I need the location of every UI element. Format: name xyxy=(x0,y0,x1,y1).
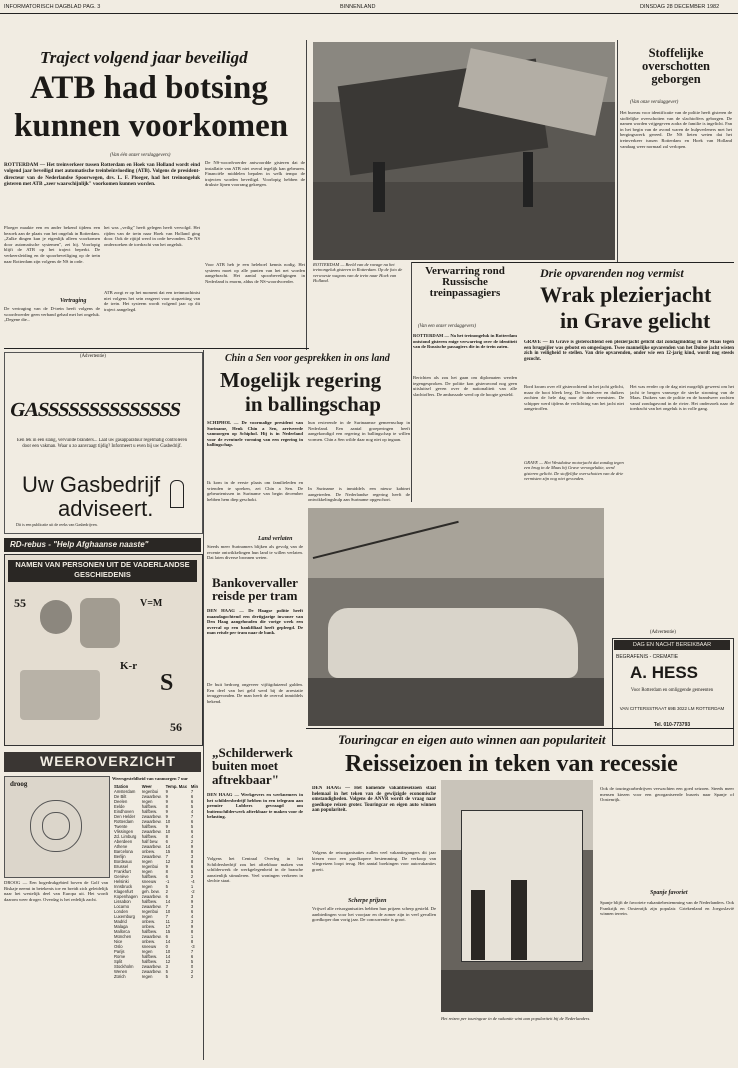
table-cell: Klagenfurt xyxy=(114,889,134,894)
weer-title: WEEROVERZICHT xyxy=(40,753,176,769)
yacht-wreck-photo xyxy=(308,508,604,726)
atb-col1: Ploeger maakte een en ander bekend tijdens een bezoek aan de plaats van het ongeluk in Rotterdam. „Zulke dingen kun je eigenlijk alleen voorkomen door automatische systemen", zei hij. Voorlopig blijft de ATB op het traject beperkt. De verkeersleiding en de spoorbeveiliging op de trein naar Rotterdam zijn volgens de NS in orde. xyxy=(4,225,100,264)
verwarring-lead: ROTTERDAM — Na het treinongeluk in Rotterdam ontstond gisteren enige verwarring over de identiteit van de Russische passagiers die in de trein zaten. xyxy=(413,333,517,350)
table-cell: Eindhoven xyxy=(114,809,134,814)
table-cell: 3 xyxy=(190,904,194,909)
table-cell: halfbew. xyxy=(141,824,158,829)
reis-col3b: Spanje blijft de favoriete vakantiebestemming van de Nederlanders. Ook Frankrijk en Oostenrijk zijn populair. Griekenland en Joegoslavië winnen terrein. xyxy=(600,900,734,917)
table-cell: Athene xyxy=(114,844,128,849)
table-cell: 11 xyxy=(165,919,170,924)
reis-subhead-1: Scherpe prijzen xyxy=(348,898,387,904)
table-cell: Londen xyxy=(114,909,128,914)
table-cell: 7 xyxy=(165,914,168,919)
table-cell: -2 xyxy=(190,889,195,894)
table-cell: 10 xyxy=(165,819,171,824)
table-cell: regen xyxy=(141,884,153,889)
table-cell: 12 xyxy=(165,959,171,964)
hess-ad-phone: Tel. 010-773793 xyxy=(653,722,691,728)
chin-headline-1: Mogelijk regering xyxy=(220,368,382,392)
table-cell: zwaarbew. xyxy=(141,894,162,899)
table-cell: Locarno xyxy=(114,904,130,909)
table-cell: zwaarbew. xyxy=(141,794,162,799)
grave-caption: GRAVE — Het Westduitse motorjacht dat zondag tegen een brug in de Maas bij Grave verongelukte, werd gisteren gelicht. De stoffelijke overschotten van de drie vermisten zijn nog niet gevonden. xyxy=(524,460,624,481)
weer-body: DROOG — Een hogedrukgebied boven de Golf van Biskaje neemt in betekenis toe en breidt zich geleidelijk naar het westelijk deel van Europa uit. Het wordt daarom weer droger. Overdag is het redelijk zacht. xyxy=(4,880,108,902)
table-cell: halfbew. xyxy=(141,804,158,809)
table-cell: 7 xyxy=(190,814,194,819)
atb-col3b: Voor ATB heb je een heleboel kennis nodig. Het systeem moet op alle punten van het net worden aangebracht. Het aantal spoorbeveiligingen in Nederland is enorm, aldus de NS-woordvoerder. xyxy=(205,262,305,284)
chin-headline-2: in ballingschap xyxy=(245,392,381,416)
table-cell: sneeuw xyxy=(141,944,157,949)
table-cell: 7 xyxy=(190,789,194,794)
table-cell: 15 xyxy=(165,929,171,934)
table-cell: 2 xyxy=(190,969,194,974)
table-cell: regenbui xyxy=(141,909,159,914)
weer-table-title: Weersgesteldheid van vanmorgen 7 uur xyxy=(112,776,188,781)
rebus-banner: NAMEN VAN PERSONEN UIT DE VADERLANDSE GESCHIEDENIS xyxy=(8,560,197,582)
table-cell: 3 xyxy=(190,894,194,899)
rebus-figure-icon xyxy=(80,598,120,648)
table-cell: 8 xyxy=(165,834,168,839)
table-cell: 0 xyxy=(165,944,168,949)
table-cell: 7 xyxy=(165,904,168,909)
hess-ad-name: A. HESS xyxy=(630,663,699,682)
page-header xyxy=(0,0,738,14)
table-cell: Eelde xyxy=(114,804,125,809)
reis-kicker: Touringcar en eigen auto winnen aan populariteit xyxy=(338,732,606,747)
gas-ad-big-text: GASSSSSSSSSSSSSS xyxy=(8,399,182,421)
table-cell: 5 xyxy=(190,824,194,829)
table-cell: 9 xyxy=(190,844,194,849)
table-cell: 4 xyxy=(190,834,194,839)
rebus-number-55: 55 xyxy=(14,596,26,610)
table-cell: Split xyxy=(114,959,123,964)
table-cell: -4 xyxy=(190,879,195,884)
rebus-figure-icon xyxy=(20,670,100,720)
table-cell: 5 xyxy=(165,974,168,979)
table-cell: 9 xyxy=(165,794,168,799)
hess-ad-top: DAG EN NACHT BEREIKBAAR xyxy=(614,640,730,650)
table-cell: regen xyxy=(141,914,153,919)
atb-byline: (Van één onzer verslaggevers) xyxy=(110,153,171,158)
grave-lead: GRAVE — In Grave is gisterochtend een plezierjacht gelicht dat zondagmiddag in de Maas tegen een brugpijler was gebotst en omgeslagen. Twee mannelijke opvarenden van het Duitse jacht wisten zich in veiligheid te stellen. Van drie opvarenden, onder wie een 12-jarig kind, wordt nog steeds gezocht. xyxy=(524,340,734,362)
table-cell: 9 xyxy=(165,789,168,794)
table-cell: 2 xyxy=(190,974,194,979)
table-cell: 2 xyxy=(190,874,194,879)
table-row xyxy=(112,974,200,979)
rebus-number-56: 56 xyxy=(170,720,182,734)
table-cell: 8 xyxy=(190,929,194,934)
table-cell: 9 xyxy=(190,924,194,929)
table-cell: 5 xyxy=(165,969,168,974)
table-cell: 1 xyxy=(190,934,194,939)
train-wreck-photo xyxy=(313,42,615,260)
table-cell: 6 xyxy=(165,894,168,899)
table-cell: 6 xyxy=(190,799,194,804)
hess-ad-address: VAN CITTERSSTRAAT 69B 3022 LM ROTTERDAM xyxy=(619,706,725,711)
grave-kicker: Drie opvarenden nog vermist xyxy=(540,266,684,280)
paper-name: INFORMATORISCH DAGBLAD PAG. 3 xyxy=(4,4,101,10)
atb-headline-2: kunnen voorkomen xyxy=(14,108,289,144)
atb-lead: ROTTERDAM — Het treinverkeer tussen Rotterdam en Hoek van Holland wordt eind volgend jaar beveiligd met automatische treinbeïnvloeding (ATB). Volgens de president-directeur van de Nederlandse Spoorwegen, drs. L. F. Ploeger, had het treinongeluk gisteren met ATB „zeer waarschijnlijk" voorkomen kunnen worden. xyxy=(4,162,200,188)
table-cell: 8 xyxy=(190,859,194,864)
atb-headline-1: ATB had botsing xyxy=(30,70,268,106)
bank-headline: Bankovervaller reisde per tram xyxy=(212,575,298,604)
rebus-title: RD-rebus - "Help Afghaanse naaste" xyxy=(10,540,149,549)
chin-col2: hun resterende in de Surinaamse gemeenschap in Nederland. Een aantal groeperingen heeft aangekondigd een regering in ballingschap te willen vormen. Chin a Sen wilde daar nog niet op ingaan. xyxy=(308,420,410,442)
table-cell: -3 xyxy=(190,944,195,949)
table-cell: regen xyxy=(141,949,153,954)
table-cell: zwaarbew. xyxy=(141,964,162,969)
table-cell: Lissabon xyxy=(114,899,131,904)
table-cell: regen xyxy=(141,859,153,864)
chin-lead: SCHIPHOL — De voormalige president van Suriname, Henk Chin a Sen, arriveerde vanmorgen op Schiphol. Hij is in Nederland voor de eventuele vorming van een regering in ballingschap. xyxy=(207,420,303,448)
gas-ad-footer: Dit is een publicatie uit de reeks van Gasbedrijven. xyxy=(16,522,98,527)
table-cell: Malaga xyxy=(114,924,128,929)
schilderwerk-headline: „Schilderwerk buiten moet aftrekbaar" xyxy=(212,745,293,787)
table-cell: 6 xyxy=(165,874,168,879)
table-cell: Bordeaux xyxy=(114,859,132,864)
table-cell: 9 xyxy=(165,864,168,869)
table-cell: 6 xyxy=(190,864,194,869)
reis-lead: DEN HAAG — Het komende vakantieseizoen staat helemaal in het teken van de gewijzigde economische omstandigheden. Volgens de ANVR wordt de vraag naar goedkope reizen groter. Touringcar en eigen auto winnen aan populariteit. xyxy=(312,786,436,814)
schilderwerk-lead: DEN HAAG — Werkgevers en werknemers in het schildersbedrijf hebben in een telegram aan premier Lubbers gevraagd om buitenschilderwerk aftrekbaar te maken voor de belasting. xyxy=(207,792,303,820)
table-cell: zwaarbew. xyxy=(141,844,162,849)
table-cell: sneeuw xyxy=(141,879,157,884)
table-cell: Brussel xyxy=(114,864,128,869)
schotten-body: Het bureau voor identificatie van de politie heeft gisteren de stoffelijke overschotten van de slachtoffers geborgen. De namen worden vrijgegeven zodra de familie is ingelicht. Fan in het begin van de avond waren de hulpverleners met het bergingswerk gereed. De NS lieten weten dat het treinverkeer tussen Rotterdam en Hoek van Holland vandaag weer normaal zal verlopen. xyxy=(620,110,732,149)
verwarring-byline: (Van een onzer verslaggevers) xyxy=(418,324,476,329)
table-cell: 14 xyxy=(165,939,171,944)
table-cell: 1 xyxy=(190,884,194,889)
schotten-headline: Stoffelijke overschotten geborgen xyxy=(641,46,711,86)
weather-table-header: Min xyxy=(190,784,199,789)
table-cell: 15 xyxy=(165,849,171,854)
table-cell: 8 xyxy=(165,804,168,809)
table-cell: 8 xyxy=(165,869,168,874)
gas-ad-label: (Advertentie) xyxy=(80,354,106,359)
table-cell: 6 xyxy=(165,934,168,939)
atb-subhead: Vertraging xyxy=(60,298,87,304)
table-cell: half bew. xyxy=(141,839,159,844)
table-cell: Rotterdam xyxy=(114,819,134,824)
gas-ad-brand-1: Uw Gasbedrijf xyxy=(22,472,161,497)
table-cell: 5 xyxy=(190,869,194,874)
table-cell: Wenen xyxy=(114,969,128,974)
table-cell: 9 xyxy=(165,814,168,819)
grave-headline-1: Wrak plezierjacht xyxy=(540,282,712,307)
table-cell: Genève xyxy=(114,874,129,879)
table-cell: Innsbruck xyxy=(114,884,133,889)
table-cell: 2 xyxy=(165,889,168,894)
landverlaten-subhead: Land verlaten xyxy=(258,536,293,542)
table-cell: Parijs xyxy=(114,949,125,954)
table-cell: regen xyxy=(141,799,153,804)
table-cell: halfbew. xyxy=(141,834,158,839)
section-name: BINNENLAND xyxy=(340,4,376,10)
table-cell: De Bilt xyxy=(114,794,127,799)
reis-subhead-2: Spanje favoriet xyxy=(650,890,688,896)
table-cell: München xyxy=(114,934,132,939)
landverlaten-body: Steeds meer Surinamers blijken als gevolg van de recente ontwikkelingen hun land te willen verlaten. Dat laten diverse bronnen weten. xyxy=(207,544,303,561)
atb-kicker: Traject volgend jaar beveiligd xyxy=(40,48,248,67)
weather-table xyxy=(112,784,204,1054)
table-cell: Stockholm xyxy=(114,964,134,969)
rebus-figure-icon xyxy=(40,600,72,634)
table-cell: Vlissingen xyxy=(114,829,134,834)
table-cell: Amsterdam xyxy=(114,789,136,794)
table-cell: geh. bew. xyxy=(141,889,160,894)
rebus-letter-s: S xyxy=(160,670,174,696)
table-cell: Oslo xyxy=(114,944,123,949)
table-cell: 0 xyxy=(190,964,194,969)
table-cell: zwaarbew. xyxy=(141,904,162,909)
table-cell: Luxemburg xyxy=(114,914,135,919)
table-cell: regen xyxy=(141,974,153,979)
atb-col2: het was „veilig" heeft gelegen heeft vervolgd. Het rijden van de trein naar Hoek van Holland ging door. Ook de rijtijd werd in orde bevonden. De NS onderzoeken de toedracht van het ongeluk. xyxy=(104,225,200,247)
table-cell: Deelen xyxy=(114,799,128,804)
flame-icon xyxy=(170,480,184,508)
table-cell: regenbui xyxy=(141,789,159,794)
table-cell: zwaarbew. xyxy=(141,819,162,824)
atb-col2b: ATB zorgt er op het moment dat een treinmachinist niet volgens het sein reageert voor stopzetting van de trein. Het systeem wordt volgend jaar op dit traject aangelegd. xyxy=(104,290,200,312)
table-cell: 3 xyxy=(165,964,168,969)
table-cell: zwaarbew. xyxy=(141,934,162,939)
table-cell: onbew. xyxy=(141,939,156,944)
table-cell: 7 xyxy=(190,949,194,954)
table-cell: 6 xyxy=(190,829,194,834)
isobar-icon xyxy=(42,812,70,840)
reis-col3: Ook de touringcarbedrijven verwachten een goed seizoen. Steeds meer mensen kiezen voor een georganiseerde busreis naar Spanje of Oostenrijk. xyxy=(600,786,734,803)
hess-ad-line: BEGRAFENIS - CREMATIE xyxy=(616,654,679,660)
table-cell: 14 xyxy=(165,899,171,904)
table-cell: Zd. Limburg xyxy=(114,834,137,839)
table-cell: regen xyxy=(141,869,153,874)
table-cell: halfbew. xyxy=(141,929,158,934)
table-cell: 5 xyxy=(190,959,194,964)
chin-col3: In Suriname is inmiddels een nieuw kabinet aangetreden. De Nederlandse regering heeft de ontwikkelingshulp aan Suriname opgeschort. xyxy=(308,486,410,503)
table-cell: zwaarbew. xyxy=(141,854,162,859)
table-cell: zwaarbew. xyxy=(141,969,162,974)
weather-table-header: Station xyxy=(114,784,129,789)
table-cell: 6 xyxy=(190,954,194,959)
hess-ad-note: Voor Rotterdam en omliggende gemeenten xyxy=(630,688,714,693)
table-cell: 6 xyxy=(190,794,194,799)
grave-col1: Bord kwam over elf gisterochtend in het jacht gelicht, maar de boot bleek leeg. De brandweer en duikers zochten de hele dag naar de drie vermisten. De schipper werd tijdens de verlichting van het jacht niet aangetroffen. xyxy=(524,384,624,412)
atb-col1b: De vertraging van de D-trein heeft volgens de woordvoerder geen verband gehad met het ongeluk. „Degene die... xyxy=(4,306,100,323)
table-cell: Aberdeen xyxy=(114,839,133,844)
table-cell: Nice xyxy=(114,939,123,944)
verwarring-headline: Verwarring rond Russische treinpassagiers xyxy=(425,265,505,300)
table-cell: 4 xyxy=(190,914,194,919)
table-cell: Barcelona xyxy=(114,849,133,854)
table-cell: 6 xyxy=(165,839,168,844)
table-cell: Kopenhagen xyxy=(114,894,138,899)
table-cell: regenbui xyxy=(141,864,159,869)
table-cell: Helsinki xyxy=(114,879,129,884)
grave-headline-2: in Grave gelicht xyxy=(560,308,711,333)
table-cell: Frankfurt xyxy=(114,869,131,874)
table-cell: 9 xyxy=(165,809,168,814)
weather-table-header: Weer xyxy=(141,784,152,789)
reis-headline: Reisseizoen in teken van recessie xyxy=(345,751,678,777)
table-cell: 14 xyxy=(165,844,171,849)
table-cell: 8 xyxy=(190,939,194,944)
hess-ad-label: (Advertentie) xyxy=(650,630,676,635)
table-cell: 2 xyxy=(190,839,194,844)
table-cell: halfbew. xyxy=(141,959,158,964)
table-cell: 6 xyxy=(190,819,194,824)
table-cell: onbew. xyxy=(141,919,156,924)
table-cell: Twente xyxy=(114,824,128,829)
table-cell: halfbew. xyxy=(141,899,158,904)
touringcar-caption: Het reizen per touringcar in de vakantie wint aan populariteit bij de Nederlanders. xyxy=(441,1016,591,1021)
table-cell: 9 xyxy=(165,799,168,804)
table-cell: 7 xyxy=(165,854,168,859)
reis-col1: Volgens de reisorganisaties zullen veel vakantiegangers dit jaar kiezen voor een goedkopere bestemming. De verkoop van vliegreizen loopt terug. Het aantal boekingen voor autovakanties groeit. xyxy=(312,850,436,872)
table-cell: 10 xyxy=(165,909,171,914)
weather-table-header: Temp. Max xyxy=(165,784,187,789)
chin-kicker: Chin a Sen voor gesprekken in ons land xyxy=(225,353,390,364)
table-cell: 5 xyxy=(165,884,168,889)
rebus-letters-vm: V=M xyxy=(140,598,163,609)
table-cell: 14 xyxy=(165,954,171,959)
table-cell: onbew. xyxy=(141,849,156,854)
bank-lead: DEN HAAG — De Haagse politie heeft maandagochtend een dertigjarige inwoner van Den Haag aangehouden die vorige week een overval op een bankfiliaal heeft gepleegd. De man reisde per tram naar de bank. xyxy=(207,608,303,636)
page-date: DINSDAG 28 DECEMBER 1982 xyxy=(640,4,720,10)
table-cell: 17 xyxy=(165,924,171,929)
table-cell: 8 xyxy=(190,849,194,854)
table-cell: Zürich xyxy=(114,974,126,979)
table-cell: 3 xyxy=(190,854,194,859)
table-cell: 10 xyxy=(165,829,171,834)
gas-ad-brand-2: adviseert. xyxy=(58,496,154,521)
table-cell: Berlijn xyxy=(114,854,126,859)
table-cell: 9 xyxy=(190,899,194,904)
verwarring-body: Berichten als zou het gaan om diplomaten werden tegengesproken. De politie kon gisteravond nog geen uitsluitsel geven over de nationaliteit van alle slachtoffers. De ambassade werd op de hoogte gesteld. xyxy=(413,375,517,397)
table-cell: Mallorca xyxy=(114,929,130,934)
table-cell: zwaarbew. xyxy=(141,829,162,834)
table-cell: zwaarbew. xyxy=(141,814,162,819)
train-photo-caption: ROTTERDAM — Beeld van de ravage na het treinongeluk gisteren in Rotterdam. Op de foto de verwoeste wagons van de trein naar Hoek van Holland. xyxy=(313,262,403,283)
table-cell: Madrid xyxy=(114,919,127,924)
table-cell: 10 xyxy=(165,949,171,954)
table-cell: 12 xyxy=(165,859,171,864)
rebus-letters-kr: K-r xyxy=(120,660,138,672)
atb-col3: De NS-woordvoerder antwoordde gisteren dat de installatie van ATB niet overal tegelijk kan gebeuren. Financiële middelen bepalen in welk tempo de trajecten worden beveiligd. Voorlopig hebben de drukste lijnen voorrang gekregen. xyxy=(205,160,305,188)
table-cell: 5 xyxy=(190,804,194,809)
table-cell: Den Helder xyxy=(114,814,136,819)
table-cell: -1 xyxy=(165,879,170,884)
table-cell: halfbew. xyxy=(141,809,158,814)
touringcar-photo xyxy=(441,780,593,1012)
table-cell: 6 xyxy=(190,909,194,914)
table-cell: 9 xyxy=(165,824,168,829)
gas-ad-small-text: Een lek in een slang, vervuilde branders... Laat uw gasapparatuur regelmatig controleren door een vakman. Waar u zo aanvraagt tijdig? Informeert u even bij uw Gasbedrijf. xyxy=(16,438,188,449)
reis-col2: Vrijwel alle reisorganisaties hebben hun prijzen scherp gesteld. De aanbiedingen voor het voorjaar en de zomer zijn in veel gevallen goedkoper dan vorig jaar. De concurrentie is groot. xyxy=(312,906,436,923)
schotten-byline: (Van onze verslaggever) xyxy=(630,100,679,105)
chin-col1: Ik kom in de eerste plaats om familieleden en vrienden te spreken, zei Chin a Sen. De gebeurtenissen in Suriname van begin december hebben hem diep geschokt. xyxy=(207,480,303,502)
bank-body: De buit bedroeg ongeveer vijftigduizend gulden. Een deel van het geld werd bij de arrestatie teruggevonden. De man heeft de overval inmiddels bekend. xyxy=(207,682,303,704)
table-cell: halfbew. xyxy=(141,874,158,879)
schilderwerk-body: Volgens het Centraal Overleg in het Schildersbedrijf zou het aftrekbaar maken van schilderwerk de werkgelegenheid in de branche aanzienlijk stimuleren. Veel woningen verkeren in slechte staat. xyxy=(207,856,303,884)
table-cell: Rome xyxy=(114,954,126,959)
table-cell: 3 xyxy=(190,919,194,924)
table-cell: 4 xyxy=(190,809,194,814)
table-cell: halfbew. xyxy=(141,954,158,959)
table-cell: onbew. xyxy=(141,924,156,929)
grave-col2: Het was eerder op de dag niet mogelijk geweest om het jacht te bergen vanwege de sterke stroming van de Maas. Duikers van de politie en de brandweer zochten vanaf zondagavond in de rivier. Het onderzoek naar de toedracht van het ongeluk is in volle gang. xyxy=(630,384,734,412)
weather-map-label: droog xyxy=(10,780,28,788)
